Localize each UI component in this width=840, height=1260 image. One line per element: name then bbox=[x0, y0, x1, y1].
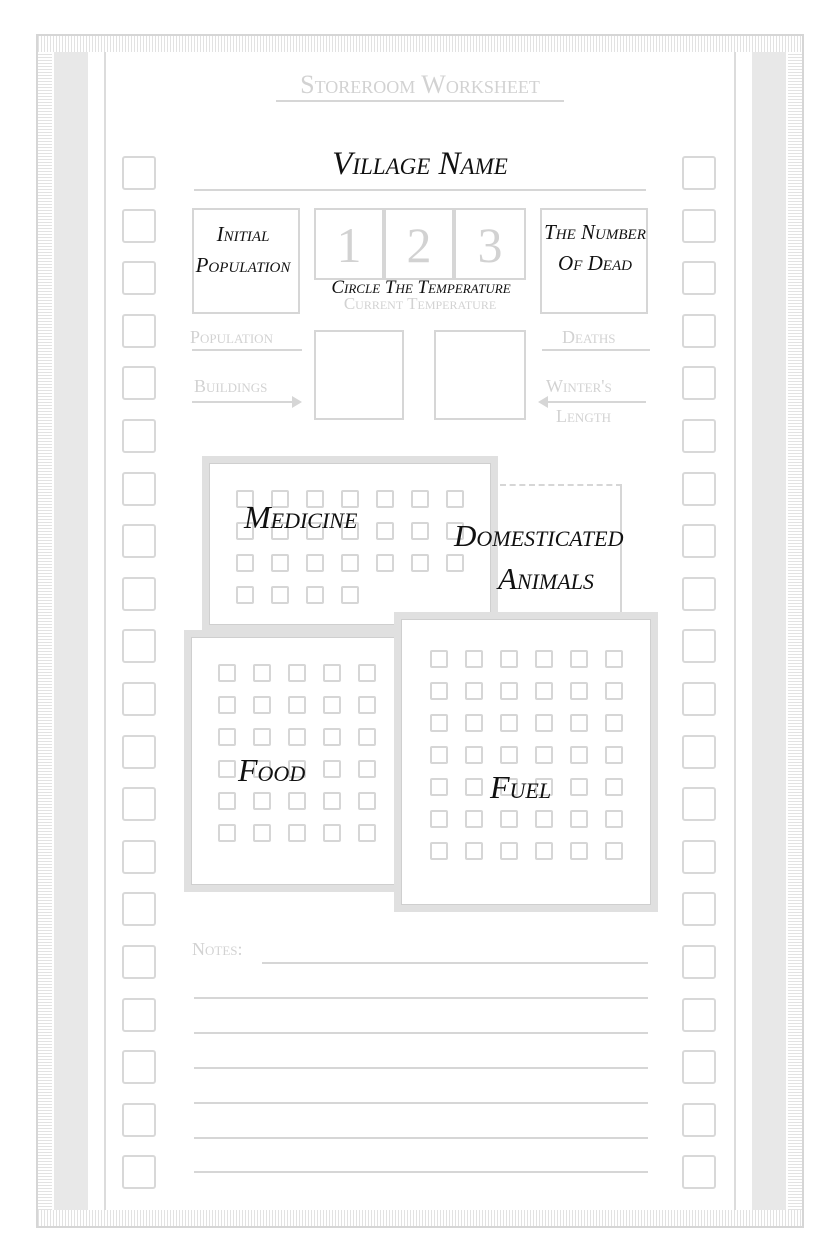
supply-checkbox[interactable] bbox=[465, 714, 483, 732]
temperature-option-1[interactable] bbox=[314, 208, 384, 280]
winters-length-label-line-2: Length bbox=[556, 406, 612, 426]
supply-checkbox[interactable] bbox=[271, 554, 289, 572]
supply-checkbox[interactable] bbox=[570, 682, 588, 700]
right-tracker-checkbox[interactable] bbox=[682, 787, 716, 821]
supply-checkbox[interactable] bbox=[236, 586, 254, 604]
supply-checkbox[interactable] bbox=[323, 792, 341, 810]
supply-checkbox[interactable] bbox=[218, 792, 236, 810]
supply-checkbox[interactable] bbox=[500, 650, 518, 668]
supply-checkbox[interactable] bbox=[411, 490, 429, 508]
temperature-digit-1: 1 bbox=[336, 217, 362, 273]
supply-checkbox[interactable] bbox=[376, 522, 394, 540]
notes-line[interactable] bbox=[194, 1171, 648, 1173]
supply-checkbox[interactable] bbox=[253, 792, 271, 810]
left-tracker-checkbox[interactable] bbox=[122, 1155, 156, 1189]
supply-checkbox[interactable] bbox=[358, 664, 376, 682]
header-title: Storeroom Worksheet bbox=[300, 70, 540, 99]
right-tracker-checkbox[interactable] bbox=[682, 1155, 716, 1189]
supply-checkbox[interactable] bbox=[218, 728, 236, 746]
notes-line[interactable] bbox=[194, 1137, 648, 1139]
right-tracker-checkbox[interactable] bbox=[682, 314, 716, 348]
supply-checkbox[interactable] bbox=[605, 810, 623, 828]
supply-checkbox[interactable] bbox=[605, 650, 623, 668]
supply-checkbox[interactable] bbox=[500, 810, 518, 828]
supply-checkbox[interactable] bbox=[430, 650, 448, 668]
supply-checkbox[interactable] bbox=[535, 810, 553, 828]
left-tracker-checkbox[interactable] bbox=[122, 1050, 156, 1084]
supply-checkbox[interactable] bbox=[218, 696, 236, 714]
supply-checkbox[interactable] bbox=[535, 650, 553, 668]
supply-checkbox[interactable] bbox=[605, 778, 623, 796]
supply-checkbox[interactable] bbox=[535, 714, 553, 732]
population-buildings-box[interactable] bbox=[314, 330, 404, 420]
population-underline bbox=[192, 349, 302, 351]
supply-checkbox[interactable] bbox=[535, 746, 553, 764]
supply-checkbox[interactable] bbox=[535, 842, 553, 860]
right-border bbox=[788, 52, 802, 1210]
left-tracker-checkbox[interactable] bbox=[122, 629, 156, 663]
left-tracker-checkbox[interactable] bbox=[122, 577, 156, 611]
supply-checkbox[interactable] bbox=[430, 714, 448, 732]
supply-checkbox[interactable] bbox=[605, 682, 623, 700]
supply-checkbox[interactable] bbox=[500, 842, 518, 860]
notes-line[interactable] bbox=[194, 1032, 648, 1034]
supply-checkbox[interactable] bbox=[446, 490, 464, 508]
temperature-digit-2: 2 bbox=[406, 217, 432, 273]
supply-checkbox[interactable] bbox=[323, 760, 341, 778]
deaths-label: Deaths bbox=[562, 327, 616, 347]
current-temperature-label: Current Temperature bbox=[343, 294, 497, 313]
left-border bbox=[38, 52, 52, 1210]
supply-checkbox[interactable] bbox=[570, 842, 588, 860]
supply-checkbox[interactable] bbox=[430, 842, 448, 860]
supply-checkbox[interactable] bbox=[570, 746, 588, 764]
right-tracker-checkbox[interactable] bbox=[682, 840, 716, 874]
temperature-option-2[interactable] bbox=[384, 208, 454, 280]
right-tracker-checkbox[interactable] bbox=[682, 892, 716, 926]
left-tracker-checkbox[interactable] bbox=[122, 1103, 156, 1137]
supply-checkbox[interactable] bbox=[500, 714, 518, 732]
supply-checkbox[interactable] bbox=[500, 746, 518, 764]
temperature-option-3[interactable] bbox=[454, 208, 526, 280]
header-underline bbox=[276, 100, 564, 102]
supply-checkbox[interactable] bbox=[358, 824, 376, 842]
supply-checkbox[interactable] bbox=[288, 664, 306, 682]
right-tracker-checkbox[interactable] bbox=[682, 577, 716, 611]
number-of-dead-label-line-2: Of Dead bbox=[558, 251, 632, 275]
supply-checkbox[interactable] bbox=[218, 760, 236, 778]
supply-checkbox[interactable] bbox=[358, 728, 376, 746]
supply-checkbox[interactable] bbox=[253, 824, 271, 842]
right-tracker-checkbox[interactable] bbox=[682, 472, 716, 506]
village-name-label: Village Name bbox=[332, 146, 508, 182]
supply-checkbox[interactable] bbox=[288, 792, 306, 810]
supply-checkbox[interactable] bbox=[358, 792, 376, 810]
supply-checkbox[interactable] bbox=[376, 554, 394, 572]
supply-checkbox[interactable] bbox=[465, 682, 483, 700]
right-tracker-checkbox[interactable] bbox=[682, 1050, 716, 1084]
right-stripe bbox=[752, 52, 786, 1210]
supply-checkbox[interactable] bbox=[288, 696, 306, 714]
supply-checkbox[interactable] bbox=[605, 714, 623, 732]
fuel-storeroom bbox=[394, 612, 658, 912]
supply-checkbox[interactable] bbox=[570, 714, 588, 732]
right-tracker-checkbox[interactable] bbox=[682, 524, 716, 558]
domesticated-animals-label-line-2: Animals bbox=[498, 561, 594, 596]
supply-checkbox[interactable] bbox=[535, 682, 553, 700]
supply-checkbox[interactable] bbox=[605, 746, 623, 764]
buildings-arrowhead-icon bbox=[292, 396, 302, 408]
right-tracker-checkbox[interactable] bbox=[682, 419, 716, 453]
left-stripe bbox=[54, 52, 88, 1210]
supply-checkbox[interactable] bbox=[430, 778, 448, 796]
supply-checkbox[interactable] bbox=[570, 778, 588, 796]
circle-temperature-label: Circle The Temperature bbox=[331, 277, 511, 298]
buildings-arrow-line bbox=[192, 401, 296, 403]
deaths-winter-box[interactable] bbox=[434, 330, 526, 420]
notes-line[interactable] bbox=[194, 1067, 648, 1069]
supply-checkbox[interactable] bbox=[323, 696, 341, 714]
fuel-label: Fuel bbox=[490, 769, 552, 805]
bottom-border bbox=[38, 1210, 802, 1226]
winter-arrow-line bbox=[546, 401, 646, 403]
domesticated-animals-label-line-1: Domesticated bbox=[454, 518, 624, 553]
supply-checkbox[interactable] bbox=[306, 554, 324, 572]
left-tracker-checkbox[interactable] bbox=[122, 261, 156, 295]
right-tracker-checkbox[interactable] bbox=[682, 998, 716, 1032]
right-tracker-checkbox[interactable] bbox=[682, 209, 716, 243]
supply-checkbox[interactable] bbox=[218, 824, 236, 842]
supply-checkbox[interactable] bbox=[218, 664, 236, 682]
supply-checkbox[interactable] bbox=[288, 824, 306, 842]
initial-population-label-line-1: Initial bbox=[216, 222, 270, 246]
notes-line[interactable] bbox=[262, 962, 648, 964]
right-tracker-checkbox[interactable] bbox=[682, 735, 716, 769]
winter-arrowhead-icon bbox=[538, 396, 548, 408]
supply-checkbox[interactable] bbox=[465, 810, 483, 828]
supply-checkbox[interactable] bbox=[271, 586, 289, 604]
left-tracker-checkbox[interactable] bbox=[122, 892, 156, 926]
deaths-underline bbox=[542, 349, 650, 351]
right-tracker-checkbox[interactable] bbox=[682, 261, 716, 295]
supply-checkbox[interactable] bbox=[411, 522, 429, 540]
supply-checkbox[interactable] bbox=[570, 810, 588, 828]
left-tracker-checkbox[interactable] bbox=[122, 998, 156, 1032]
left-tracker-checkbox[interactable] bbox=[122, 735, 156, 769]
supply-checkbox[interactable] bbox=[253, 728, 271, 746]
right-tracker-checkbox[interactable] bbox=[682, 366, 716, 400]
notes-line[interactable] bbox=[194, 997, 648, 999]
supply-checkbox[interactable] bbox=[358, 760, 376, 778]
right-tracker-checkbox[interactable] bbox=[682, 682, 716, 716]
village-name-line[interactable] bbox=[194, 189, 646, 191]
left-tracker-checkbox[interactable] bbox=[122, 472, 156, 506]
left-tracker-checkbox[interactable] bbox=[122, 682, 156, 716]
supply-checkbox[interactable] bbox=[323, 728, 341, 746]
population-label: Population bbox=[190, 327, 273, 347]
buildings-label: Buildings bbox=[194, 376, 268, 396]
supply-checkbox[interactable] bbox=[465, 842, 483, 860]
left-tracker-checkbox[interactable] bbox=[122, 945, 156, 979]
medicine-label: Medicine bbox=[244, 499, 358, 535]
supply-checkbox[interactable] bbox=[465, 650, 483, 668]
initial-population-label-line-2: Population bbox=[195, 253, 291, 277]
notes-label: Notes: bbox=[192, 939, 243, 959]
left-inner-line bbox=[104, 52, 106, 1210]
supply-checkbox[interactable] bbox=[306, 586, 324, 604]
food-label: Food bbox=[238, 752, 306, 788]
supply-checkbox[interactable] bbox=[430, 682, 448, 700]
supply-checkbox[interactable] bbox=[323, 824, 341, 842]
left-tracker-checkbox[interactable] bbox=[122, 840, 156, 874]
supply-checkbox[interactable] bbox=[288, 728, 306, 746]
supply-checkbox[interactable] bbox=[253, 696, 271, 714]
supply-checkbox[interactable] bbox=[430, 810, 448, 828]
supply-checkbox[interactable] bbox=[500, 682, 518, 700]
supply-checkbox[interactable] bbox=[570, 650, 588, 668]
fuel-grid[interactable] bbox=[430, 650, 626, 860]
animal-pen bbox=[500, 484, 622, 622]
supply-checkbox[interactable] bbox=[376, 490, 394, 508]
supply-checkbox[interactable] bbox=[236, 554, 254, 572]
number-of-dead-label-line-1: The Number bbox=[544, 220, 646, 244]
supply-checkbox[interactable] bbox=[341, 554, 359, 572]
right-tracker-checkbox[interactable] bbox=[682, 629, 716, 663]
left-tracker-checkbox[interactable] bbox=[122, 366, 156, 400]
supply-checkbox[interactable] bbox=[430, 746, 448, 764]
winters-length-label-line-1: Winter's bbox=[546, 376, 612, 396]
supply-checkbox[interactable] bbox=[253, 664, 271, 682]
supply-checkbox[interactable] bbox=[358, 696, 376, 714]
supply-checkbox[interactable] bbox=[465, 778, 483, 796]
supply-checkbox[interactable] bbox=[465, 746, 483, 764]
supply-checkbox[interactable] bbox=[341, 586, 359, 604]
supply-checkbox[interactable] bbox=[446, 554, 464, 572]
temperature-digit-3: 3 bbox=[477, 217, 503, 273]
left-tracker-checkbox[interactable] bbox=[122, 787, 156, 821]
left-tracker-checkbox[interactable] bbox=[122, 209, 156, 243]
left-tracker-checkbox[interactable] bbox=[122, 524, 156, 558]
right-inner-line bbox=[734, 52, 736, 1210]
supply-checkbox[interactable] bbox=[323, 664, 341, 682]
left-tracker-checkbox[interactable] bbox=[122, 419, 156, 453]
right-tracker-checkbox[interactable] bbox=[682, 1103, 716, 1137]
notes-line[interactable] bbox=[194, 1102, 648, 1104]
supply-checkbox[interactable] bbox=[411, 554, 429, 572]
top-border bbox=[38, 36, 802, 52]
supply-checkbox[interactable] bbox=[605, 842, 623, 860]
right-tracker-checkbox[interactable] bbox=[682, 945, 716, 979]
left-tracker-checkbox[interactable] bbox=[122, 314, 156, 348]
